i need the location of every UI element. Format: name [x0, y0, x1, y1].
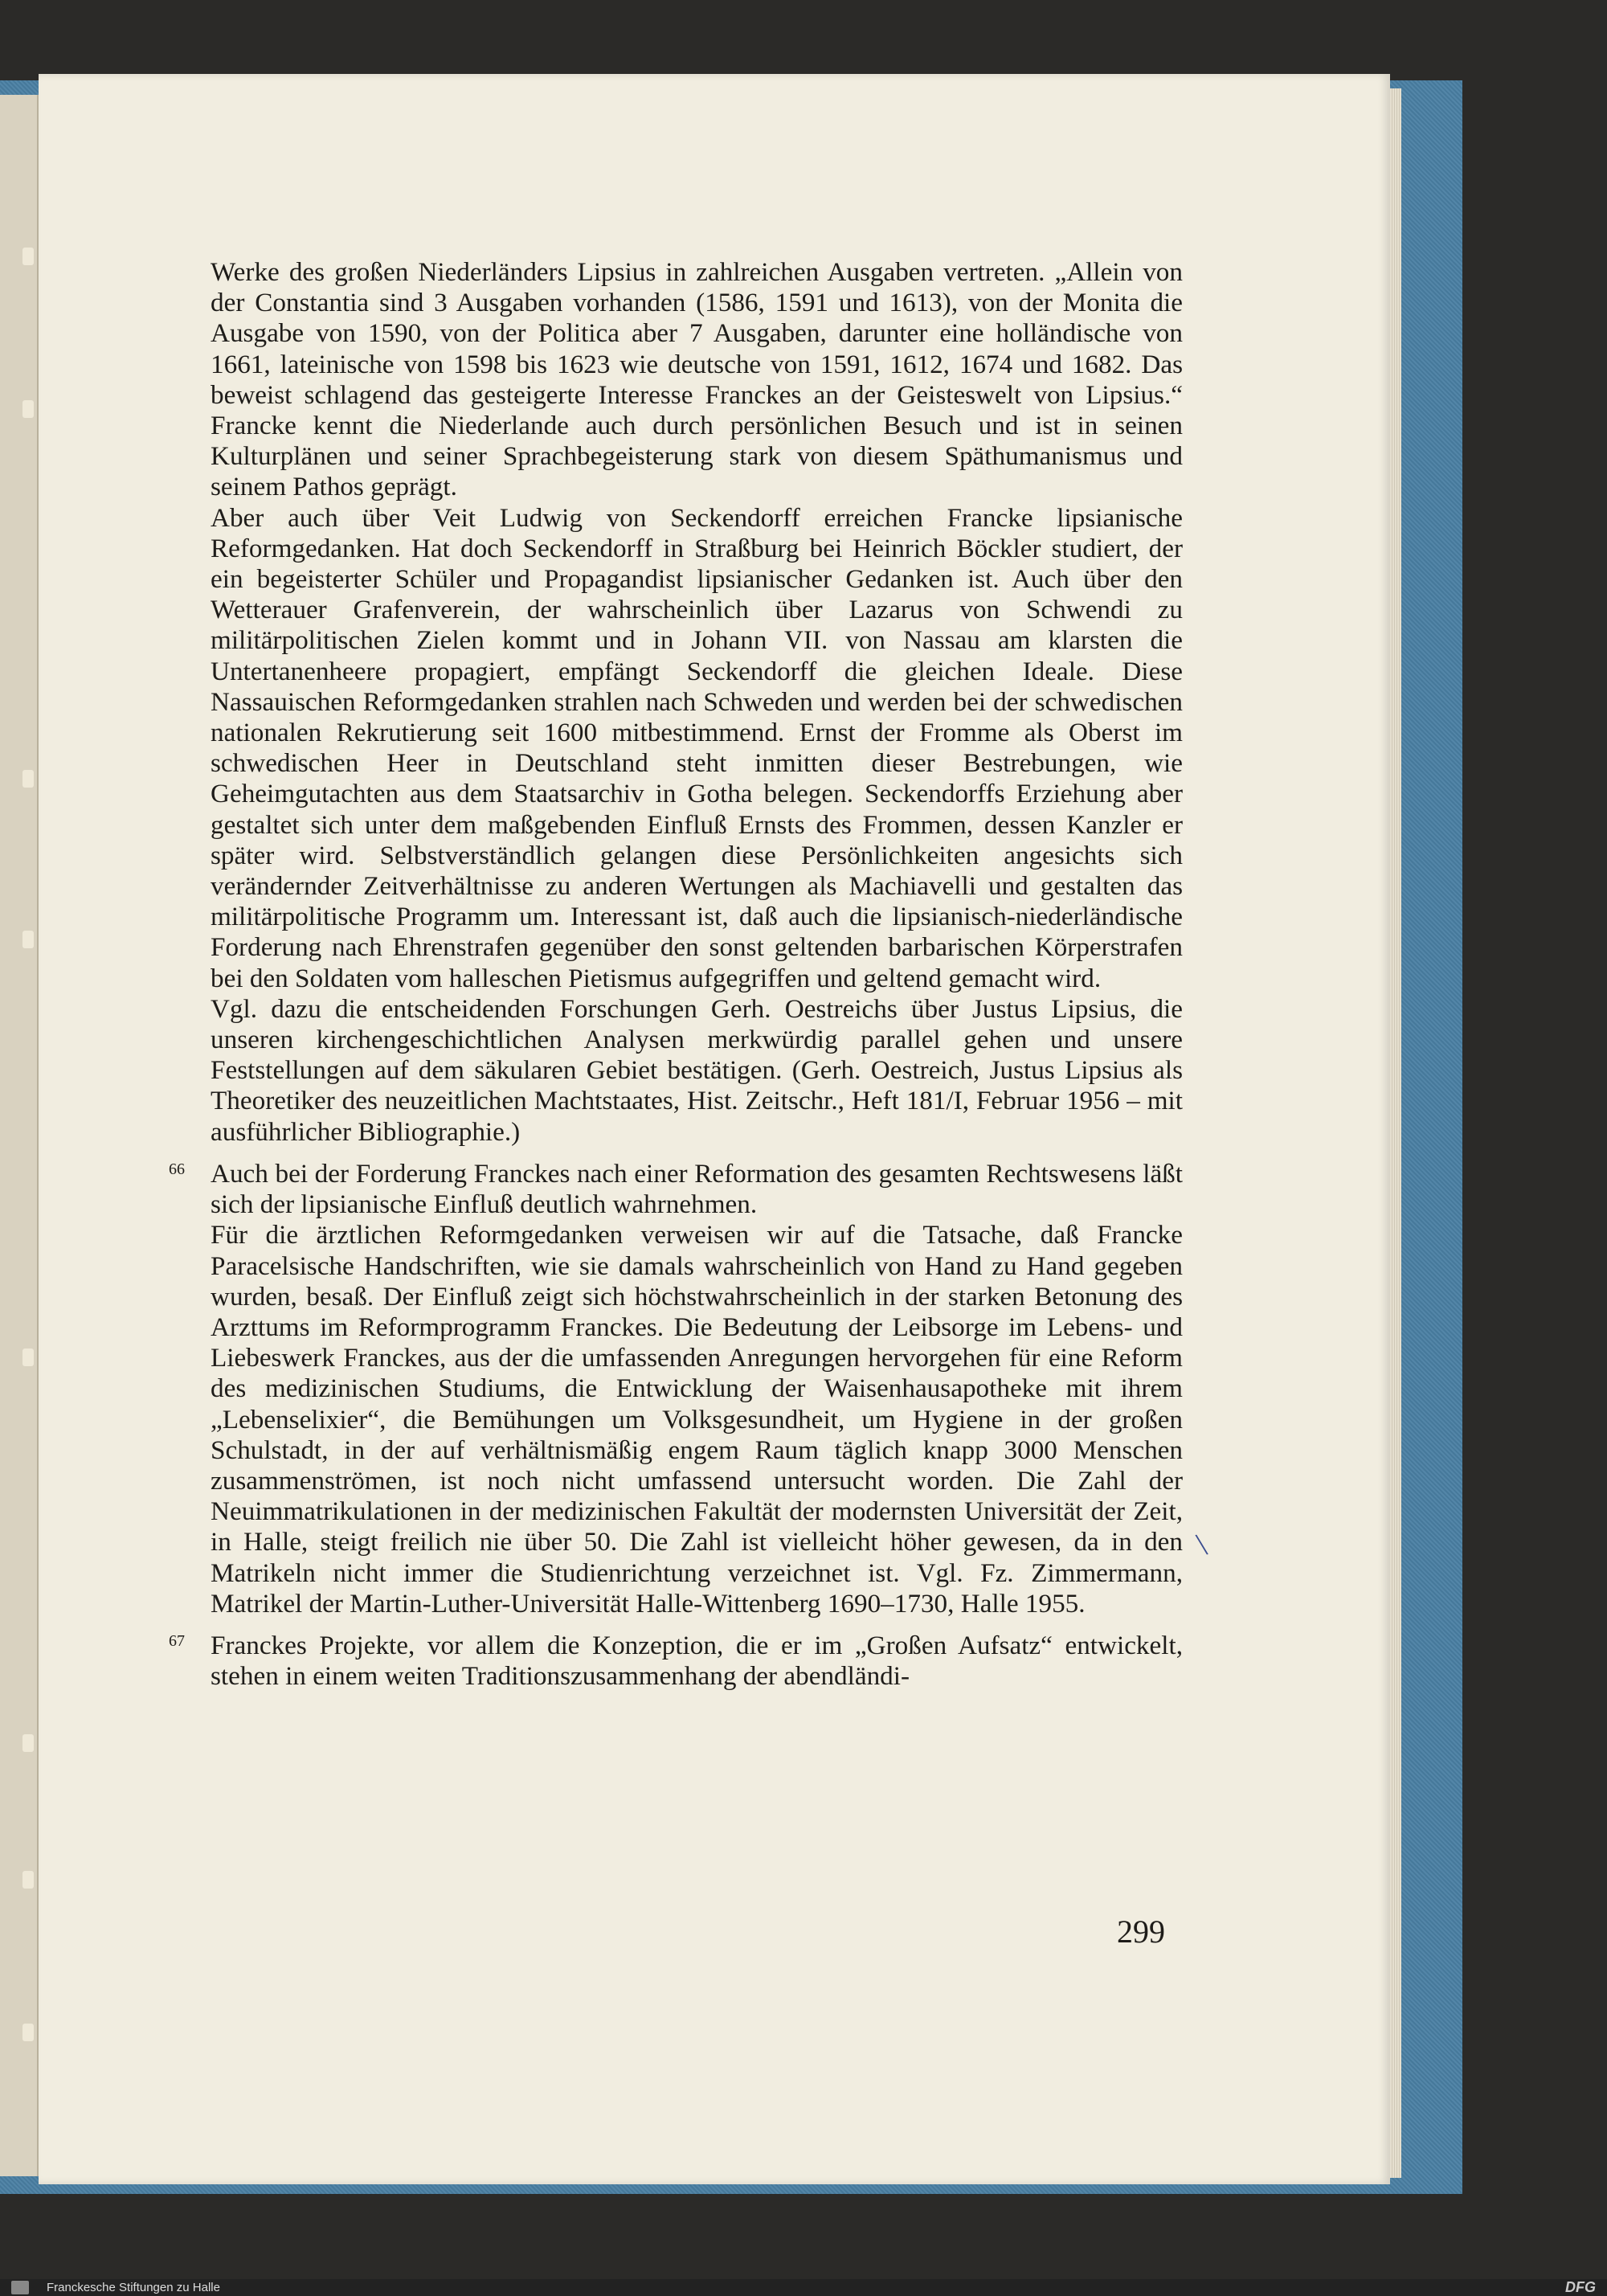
- binding-stitch: [22, 1871, 34, 1889]
- dfg-logo: DFG: [1565, 2279, 1596, 2295]
- footnote-number: 66: [169, 1160, 185, 1178]
- paragraph-text: Auch bei der Forderung Franckes nach einer Reformation des gesamten Rechtswesens läßt sich der lipsianische Einfluß deutlich wahrnehmen.: [211, 1158, 1183, 1220]
- paragraph: [211, 503, 1183, 994]
- paragraph: [211, 257, 1183, 503]
- paragraph-text: Aber auch über Veit Ludwig von Seckendorff erreichen Francke lipsianische Reformgedanken. Hat doch Seckendorff in Straßburg bei Heinrich Böckler studiert, der ein begeisterter Schüler und Propagandist lipsianischer Gedanken ist. Auch über den Wetterauer Grafenverein, der wahrscheinlich über Lazarus von Schwendi zu militärpolitischen Zielen kommt und in Johann VII. von Nassau am klarsten die Untertanenheere propagiert, empfängt Seckendorff die gleichen Ideale. Diese Nassauischen Reformgedanken strahlen nach Schweden und werden bei der schwedischen nationalen Rekrutierung seit 1600 mitbestimmend. Ernst der Fromme als Oberst im schwedischen Heer in Deutschland steht inmitten dieser Bestrebungen, wie Geheimgutachten aus dem Staatsarchiv in Gotha belegen. Seckendorffs Erziehung aber gestaltet sich unter dem maßgebenden Einfluß Ernsts des Frommen, dessen Kanzler er später wird. Selbstverständlich gelangen diese Persönlichkeiten angesichts sich verändernder Zeitverhältnisse zu anderen Wertungen als Machiavelli und gestalten das militärpolitische Programm um. Interessant ist, daß auch die lipsianisch-niederländische Forderung nach Ehrenstrafen gegenüber den sonst geltenden barbarischen Körperstrafen bei den Soldaten vom halleschen Pietismus aufgegriffen und geltend gemacht wird.: [211, 502, 1183, 993]
- binding-stitch: [22, 248, 34, 265]
- paragraph-text: Für die ärztlichen Reformgedanken verweisen wir auf die Tatsache, daß Francke Paracelsische Handschriften, wie sie damals wahrscheinlich von Hand zu Hand gegeben wurden, besaß. Der Einfluß zeigt sich höchstwahrscheinlich in der starken Betonung des Arzttums im Reformprogramm Franckes. Die Bedeutung der Leibsorge im Lebens- und Liebeswerk Franckes, aus der die umfassenden Anregungen hervorgehen für eine Reform des medizinischen Studiums, die Entwicklung der Waisenhausapotheke mit ihrem „Lebenselixier“, die Bemühungen um Volksgesundheit, um Hygiene in der großen Schulstadt, in der auf verhältnismäßig engem Raum täglich knapp 3000 Menschen zusammenströmen, ist noch nicht umfassend untersucht worden. Die Zahl der Neuimmatrikulationen in der medizinischen Fakultät der modernsten Universität der Zeit, in Halle, steigt freilich nie über 50. Die Zahl ist vielleicht höher gewesen, da in den Matrikeln nicht immer die Studienrichtung verzeichnet ist. Vgl. Fz. Zimmermann, Matrikel der Martin-Luther-Universität Halle-Wittenberg 1690–1730, Halle 1955.: [211, 1220, 1183, 1619]
- binding-stitch: [22, 1734, 34, 1752]
- footer-bar: [0, 2279, 1607, 2296]
- page-edge: [1390, 88, 1401, 2178]
- footer-institution: Franckesche Stiftungen zu Halle: [47, 2281, 220, 2294]
- paragraph-text: Vgl. dazu die entscheidenden Forschungen Gerh. Oestreichs über Justus Lipsius, die unseren kirchengeschichtlichen Analysen merkwürdig parallel gehen und unsere Feststellungen auf dem säkularen Gebiet bestätigen. (Gerh. Oestreich, Justus Lipsius als Theoretiker des neuzeitlichen Machtstaates, Hist. Zeitschr., Heft 181/I, Februar 1956 – mit ausführlicher Bibliographie.): [211, 993, 1183, 1147]
- footnote-67: [169, 1630, 1183, 1692]
- binding-stitch: [22, 400, 34, 418]
- paragraph: [211, 994, 1183, 1148]
- institution-logo-icon: [11, 2281, 29, 2294]
- handwritten-margin-mark: \: [1193, 1525, 1210, 1563]
- binding-stitch: [22, 1349, 34, 1366]
- binding-stitch: [22, 2024, 34, 2041]
- paragraph-text: Werke des großen Niederländers Lipsius in zahlreichen Ausgaben vertreten. „Allein von der Constantia sind 3 Ausgaben vorhanden (1586, 1591 und 1613), von der Monita die Ausgabe von 1590, von der Politica aber 7 Ausgaben, darunter eine holländische von 1661, lateinische von 1598 bis 1623 wie deutsche von 1591, 1612, 1674 und 1682. Das beweist schlagend das gesteigerte Interesse Franckes an der Geisteswelt von Lipsius.“ Francke kennt die Niederlande auch durch persönlichen Besuch und ist in seinen Kulturplänen und seiner Sprachbegeisterung stark von diesem Späthumanismus und seinem Pathos geprägt.: [211, 257, 1183, 502]
- page-text: [169, 257, 1183, 1692]
- binding-stitch: [22, 770, 34, 788]
- page-number: 299: [1117, 1913, 1165, 1950]
- paragraph-text: Franckes Projekte, vor allem die Konzeption, die er im „Großen Aufsatz“ entwickelt, stehen in einem weiten Traditionszusammenhang der abendländi-: [211, 1630, 1183, 1692]
- left-page-edge: [0, 95, 39, 2176]
- paragraph: [211, 1220, 1183, 1619]
- binding-stitch: [22, 931, 34, 948]
- footnote-number: 67: [169, 1631, 185, 1650]
- footnote-66: [169, 1158, 1183, 1220]
